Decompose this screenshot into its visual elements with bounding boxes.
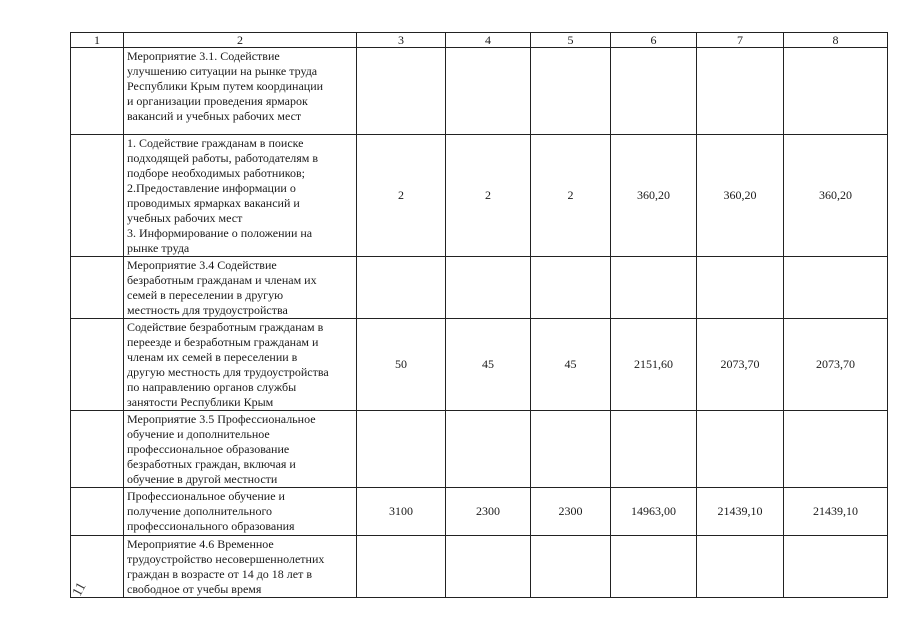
value-cell: 2073,70 [784,319,888,411]
value-cell: 50 [357,319,446,411]
value-cell [697,536,784,598]
description-line: занятости Республики Крым [127,395,274,409]
description-line: Мероприятие 3.5 Профессиональное [127,412,316,426]
value-cell [531,48,611,135]
value-cell [611,48,697,135]
description-line: безработным гражданам и членам их [127,273,317,287]
value-cell: 3100 [357,488,446,536]
value-cell: 2073,70 [697,319,784,411]
column-header: 5 [531,33,611,48]
description-line: получение дополнительного [127,504,273,518]
description-line: трудоустройство несовершеннолетних [127,552,325,566]
index-cell [71,257,124,319]
value-cell [357,48,446,135]
description-line: обучение в другой местности [127,472,278,486]
value-cell [697,257,784,319]
index-cell [71,411,124,488]
description-line: Мероприятие 3.1. Содействие [127,49,280,63]
value-cell: 2300 [446,488,531,536]
description-line: рынке труда [127,241,190,255]
header-row [71,33,888,48]
description-cell [124,411,357,488]
column-header: 3 [357,33,446,48]
value-cell [357,411,446,488]
index-cell [71,48,124,135]
value-cell: 45 [531,319,611,411]
value-cell [531,536,611,598]
description-line: 1. Содействие гражданам в поиске [127,136,304,150]
description-line: 2.Предоставление информации о [127,181,296,195]
index-cell [71,319,124,411]
description-line: Республики Крым путем координации [127,79,324,93]
description-line: профессионального образования [127,519,295,533]
description-line: переезде и безработным гражданам и [127,335,319,349]
column-header: 1 [71,33,124,48]
value-cell: 2151,60 [611,319,697,411]
value-cell: 14963,00 [611,488,697,536]
value-cell [697,48,784,135]
value-cell [446,411,531,488]
description-line: Содействие безработным гражданам в [127,320,324,334]
description-line: семей в переселении в другую [127,288,284,302]
description-cell [124,135,357,257]
value-cell [784,536,888,598]
description-line: свободное от учебы время [127,582,262,596]
value-cell [357,536,446,598]
description-cell [124,319,357,411]
column-header: 2 [124,33,357,48]
value-cell [446,48,531,135]
value-cell [446,536,531,598]
table-row [71,135,888,257]
value-cell: 2 [357,135,446,257]
value-cell [784,48,888,135]
description-line: Профессиональное обучение и [127,489,285,503]
description-line: граждан в возрасте от 14 до 18 лет в [127,567,313,581]
description-line: другую местность для трудоустройства [127,365,329,379]
value-cell [531,411,611,488]
value-cell: 2 [531,135,611,257]
index-cell [71,488,124,536]
value-cell: 360,20 [784,135,888,257]
column-header: 4 [446,33,531,48]
description-line: профессиональное образование [127,442,290,456]
description-line: и организации проведения ярмарок [127,94,308,108]
table-row [71,257,888,319]
value-cell: 21439,10 [697,488,784,536]
table-row [71,48,888,135]
description-line: 3. Информирование о положении на [127,226,313,240]
description-line: местность для трудоустройства [127,303,288,317]
value-cell: 45 [446,319,531,411]
value-cell [446,257,531,319]
description-line: по направлению органов службы [127,380,297,394]
table-row [71,411,888,488]
value-cell: 360,20 [697,135,784,257]
value-cell [611,257,697,319]
description-cell [124,48,357,135]
table-row [71,488,888,536]
value-cell [611,536,697,598]
description-line: улучшению ситуации на рынке труда [127,64,318,78]
column-header: 8 [784,33,888,48]
value-cell [357,257,446,319]
description-cell [124,536,357,598]
description-cell [124,488,357,536]
column-header: 7 [697,33,784,48]
description-line: обучение и дополнительное [127,427,270,441]
description-line: членам их семей в переселении в [127,350,298,364]
value-cell [784,411,888,488]
page-mark: 11 [70,580,90,600]
description-line: подборе необходимых работников; [127,166,305,180]
value-cell [784,257,888,319]
description-line: Мероприятие 3.4 Содействие [127,258,277,272]
description-line: вакансий и учебных рабочих мест [127,109,302,123]
data-table [70,32,888,598]
description-line: Мероприятие 4.6 Временное [127,537,274,551]
value-cell: 2300 [531,488,611,536]
value-cell: 360,20 [611,135,697,257]
value-cell: 2 [446,135,531,257]
description-line: подходящей работы, работодателям в [127,151,319,165]
value-cell [531,257,611,319]
description-line: учебных рабочих мест [127,211,243,225]
table-row [71,319,888,411]
index-cell [71,135,124,257]
value-cell [611,411,697,488]
value-cell [697,411,784,488]
table-row [71,536,888,598]
description-line: безработных граждан, включая и [127,457,296,471]
description-line: проводимых ярмарках вакансий и [127,196,300,210]
description-cell [124,257,357,319]
value-cell: 21439,10 [784,488,888,536]
column-header: 6 [611,33,697,48]
